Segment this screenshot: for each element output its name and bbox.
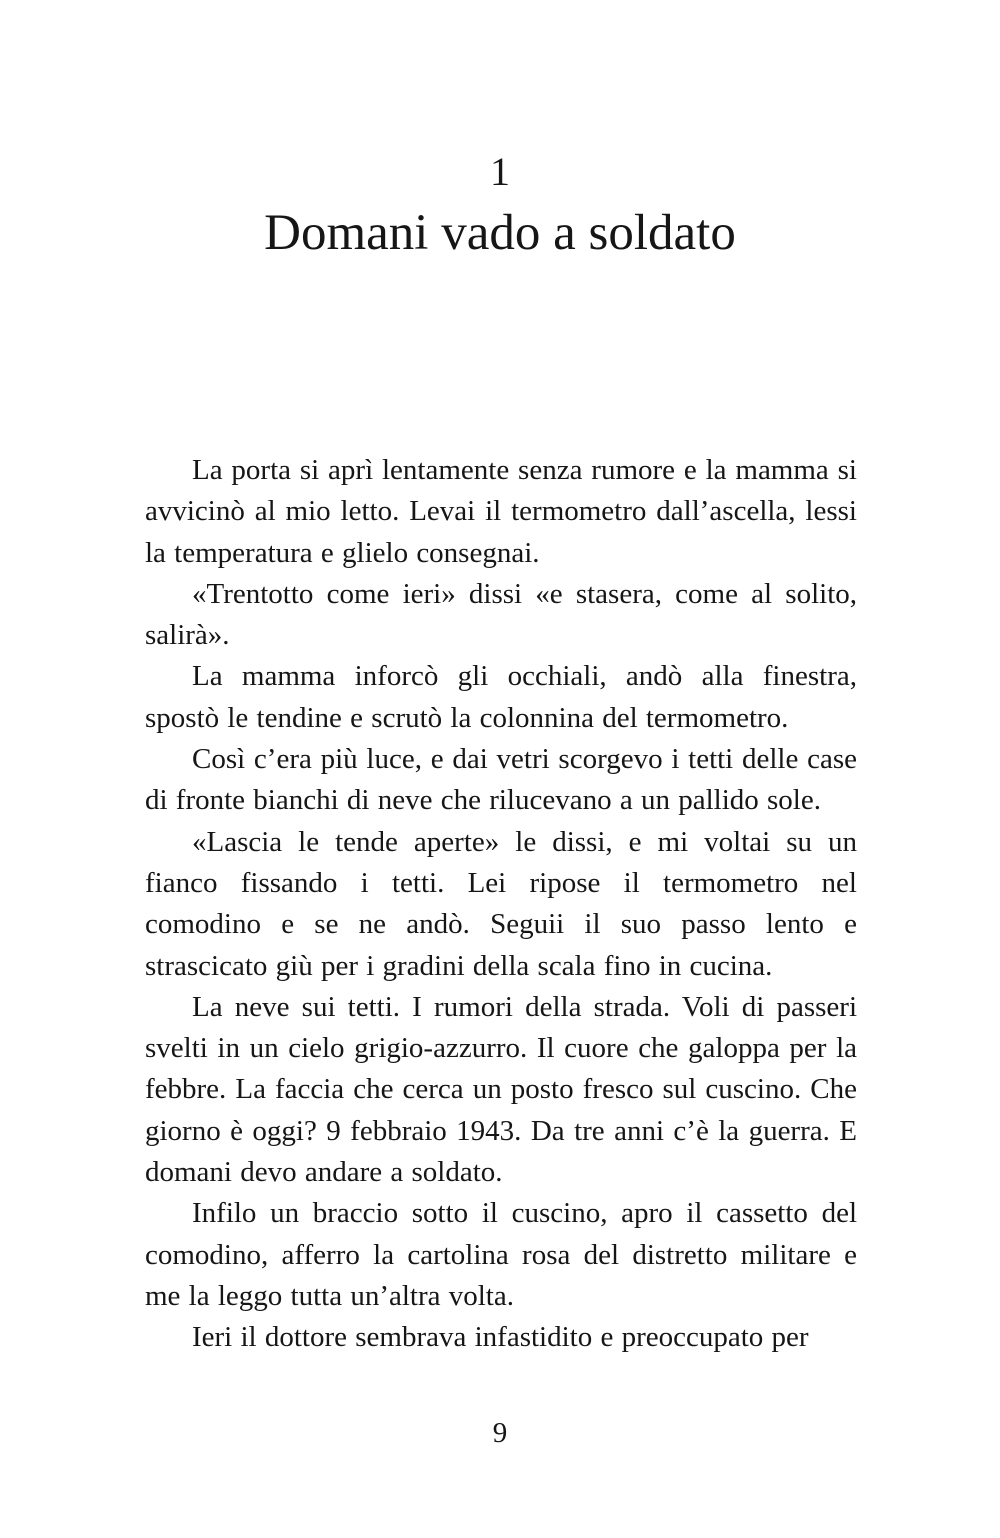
paragraph: La mamma inforcò gli occhiali, andò alla finestra, spostò le tendine e scrutò la colonnina del termometro. <box>145 660 857 734</box>
paragraph: «Trentotto come ieri» dissi «e stasera, come al solito, salirà». <box>145 577 857 652</box>
body-text <box>145 450 857 1359</box>
paragraph: Così c’era più luce, e dai vetri scorgevo i tetti delle case di fronte bianchi di neve che rilucevano a un pallido sole. <box>145 743 857 817</box>
chapter-number: 1 <box>490 149 510 194</box>
paragraph: La neve sui tetti. I rumori della strada. Voli di passeri svelti in un cielo grigio-azzurro. Il cuore che galoppa per la febbre. La faccia che cerca un posto fresco sul cuscino. Che giorno è oggi? 9 febbraio 1943. Da tre anni c’è la guerra. E domani devo andare a soldato. <box>145 990 857 1189</box>
paragraph: «Lascia le tende aperte» le dissi, e mi voltai su un fianco fissando i tetti. Lei ripose il termometro nel comodino e se ne andò. Seguii il suo passo lento e strascicato giù per i gradini della scala fino in cucina. <box>145 825 857 982</box>
paragraph: La porta si aprì lentamente senza rumore e la mamma si avvicinò al mio letto. Levai il termometro dall’ascella, lessi la temperatura e glielo consegnai. <box>145 454 857 569</box>
page-number: 9 <box>492 1417 508 1449</box>
chapter-header <box>0 148 1000 262</box>
chapter-title: Domani vado a soldato <box>264 205 736 261</box>
paragraph: Infilo un braccio sotto il cuscino, apro il cassetto del comodino, afferro la cartolina rosa del distretto militare e me la leggo tutta un’altra volta. <box>145 1197 857 1312</box>
paragraph: Ieri il dottore sembrava infastidito e preoccupato per <box>192 1321 809 1354</box>
